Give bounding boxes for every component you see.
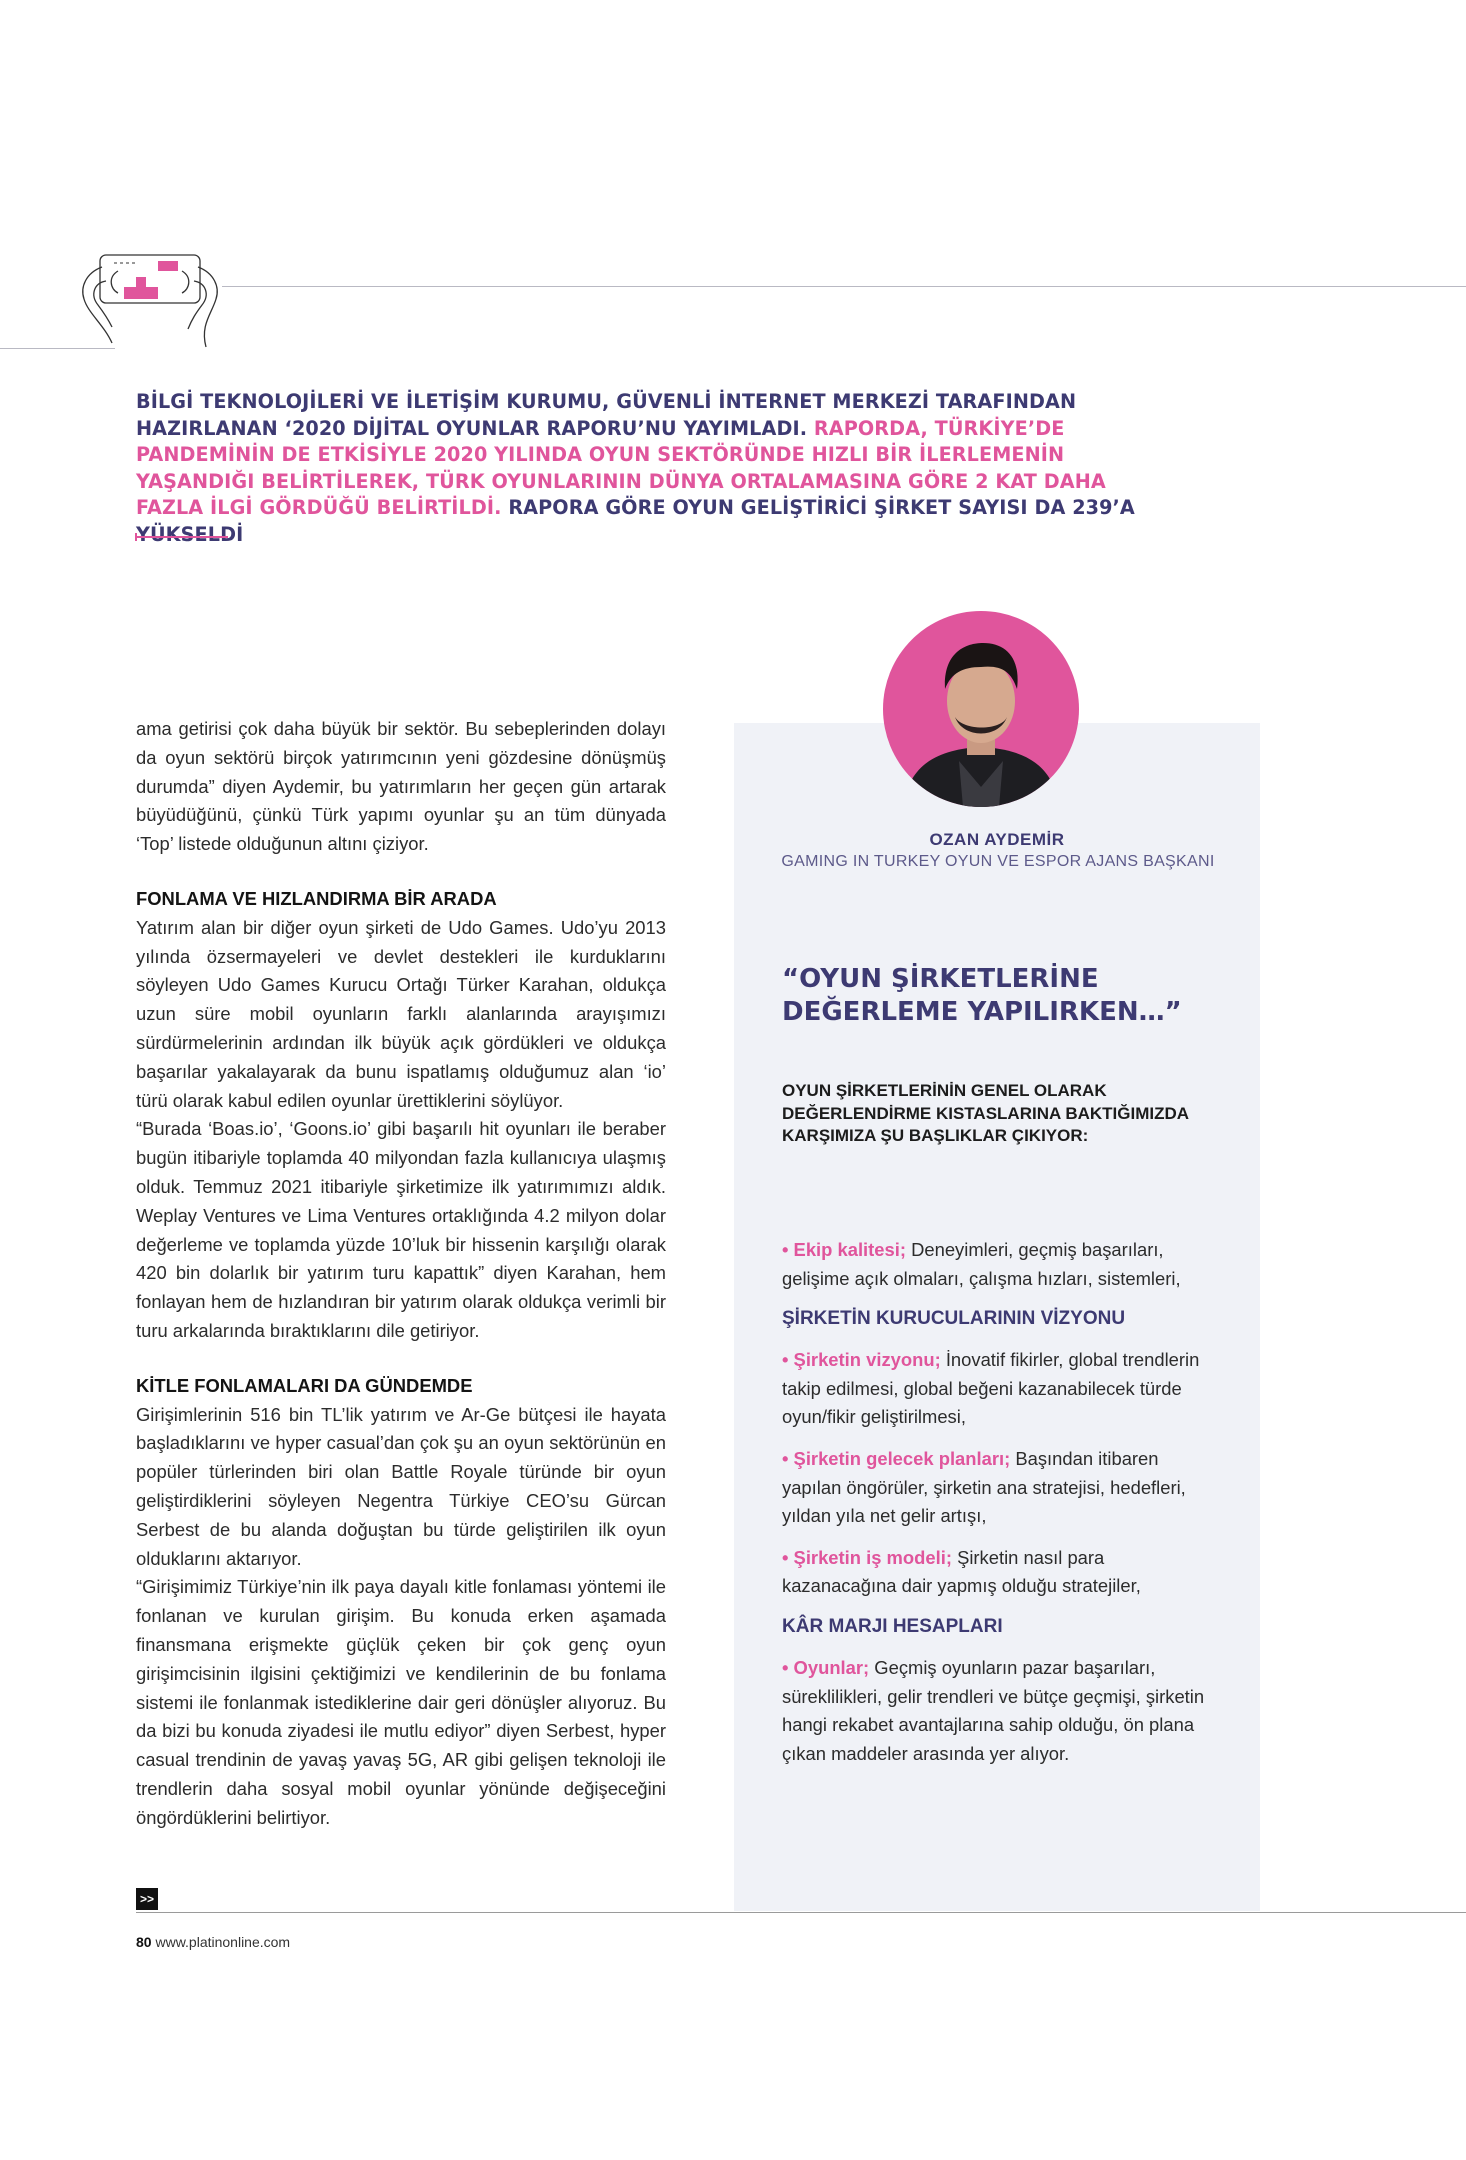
lead-pink-text: RAPORDA, TÜRKİYE’DE PANDEMİNİN DE ETKİSİYLE 2020 YILINDA OYUN SEKTÖRÜNDE HIZLI BİR İLERLEMENİN YAŞANDIĞI BELİRTİLEREK, TÜRK OYUNLARININ DÜNYA ORTALAMASINA GÖRE 2 KAT DAHA FAZLA İLGİ GÖRDÜĞÜ BELİRTİLDİ. [136, 416, 1106, 519]
continue-arrow-icon: >> [136, 1888, 158, 1910]
person-title: GAMING IN TURKEY OYUN VE ESPOR AJANS BAŞKANI [781, 853, 1215, 870]
item-label: • Ekip kalitesi; [782, 1239, 906, 1260]
header-rule [222, 286, 1466, 287]
sidebar-subheading: ŞİRKETİN KURUCULARININ VİZYONU [782, 1308, 1126, 1330]
item-text: Geçmiş oyunların pazar başarıları, süreklilikleri, gelir trendleri ve bütçe geçmişi, şirketin hangi rekabet avantajlarına sahip olduğu, ön plana çıkan maddeler arasında yer alıyor. [782, 1656, 1205, 1764]
lead-dark-text-2: RAPORA GÖRE OYUN GELİŞTİRİCİ ŞİRKET SAYISI DA 239’A YÜKSELDİ [136, 496, 1135, 546]
lead-underline [136, 536, 228, 538]
footer-rule [136, 1912, 1466, 1913]
person-name: OZAN AYDEMİR [929, 830, 1065, 849]
lead-dark-text: BİLGİ TEKNOLOJİLERİ VE İLETİŞİM KURUMU, GÜVENLİ İNTERNET MERKEZİ TARAFINDAN HAZIRLANAN ‘2020 DİJİTAL OYUNLAR RAPORU’NU YAYIMLADI. [136, 390, 1077, 440]
list-item [782, 1445, 1212, 1531]
page-number: 80 [136, 1934, 152, 1950]
portrait-photo [883, 611, 1079, 807]
criteria-list [782, 1236, 1212, 1781]
section-heading: FONLAMA VE HIZLANDIRMA BİR ARADA [136, 887, 497, 909]
pull-quote: “OYUN ŞİRKETLERİNE DEĞERLEME YAPILIRKEN…” [782, 964, 1182, 1027]
list-item [782, 1654, 1212, 1768]
sidebar-subheading: KÂR MARJI HESAPLARI [782, 1615, 1003, 1637]
sidebar-intro: OYUN ŞİRKETLERİNİN GENEL OLARAK DEĞERLENDİRME KISTASLARINA BAKTIĞIMIZDA KARŞIMIZA ŞU BAŞLIKLAR ÇIKIYOR: [782, 1081, 1189, 1146]
paragraph: Yatırım alan bir diğer oyun şirketi de Udo Games. Udo’yu 2013 yılında özsermayeleri ve devlet destekleri ile kurduklarını söyleyen Udo Games Kurucu Ortağı Türker Karahan, oldukça uzun süre mobil oyunların farklı alanlarında arayışımızı sürdürmelerinin ardından ilk büyük açık gördükleri ve oldukça başarılar yakalayarak da bunu ispatlamış olduğumuz alan ‘io’ türü olarak kabul edilen oyunlar ürettiklerini söylüyor. [136, 916, 666, 1111]
paragraph: ama getirisi çok daha büyük bir sektör. Bu sebeplerinden dolayı da oyun sektörü birçok yatırımcının yeni gözdesine dönüşmüş durumda” diyen Aydemir, bu yatırımların her geçen gün artarak büyüdüğünü, çünkü Türk yapımı oyunlar şu an tüm dünyada ‘Top’ listede olduğunun altını çiziyor. [136, 718, 666, 855]
item-label: • Şirketin gelecek planları; [782, 1447, 1011, 1469]
article-body [136, 715, 666, 1832]
item-label: • Şirketin vizyonu; [782, 1349, 941, 1371]
list-item [782, 1346, 1212, 1432]
item-text: Başından itibaren yapılan öngörüler, şirketin ana stratejisi, hedefleri, yıldan yıla net gelir artışı, [782, 1447, 1186, 1527]
item-text: İnovatif fikirler, global trendlerin takip edilmesi, global beğeni kazanabilecek türde oyun/fikir geliştirilmesi, [782, 1349, 1200, 1428]
list-item [782, 1544, 1212, 1601]
item-label: • Oyunlar; [782, 1656, 870, 1678]
article-lead [136, 389, 1176, 548]
paragraph: Girişimlerinin 516 bin TL’lik yatırım ve Ar-Ge bütçesi ile hayata başladıklarını ve hyper casual’dan çok şu an oyun sektörünün en popüler türlerinden biri olan Battle Royale türünde bir oyun geliştirdiklerini söyleyen Negentra Türkiye CEO’su Gürcan Serbest de bu alanda doğuştan bu türde geliştirilen ilk oyun olduklarını aktarıyor. [136, 1403, 666, 1569]
item-label: • Şirketin iş modeli; [782, 1546, 952, 1568]
page-footer [136, 1934, 290, 1950]
website-link[interactable]: www.platinonline.com [151, 1934, 291, 1950]
item-text: Şirketin nasıl para kazanacağına dair yapmış olduğu stratejiler, [782, 1546, 1141, 1597]
list-item [782, 1236, 1212, 1293]
paragraph: “Burada ‘Boas.io’, ‘Goons.io’ gibi başarılı hit oyunları ile beraber bugün itibariyle toplamda 40 milyondan fazla kullanıcıya ulaşmış olduk. Temmuz 2021 itibariyle şirketimize ilk yatırımımızı aldık. Weplay Ventures ve Lima Ventures ortaklığında 4.2 milyon dolar değerleme ve toplamda yüzde 10’luk bir hissenin karşılığı olarak 420 bin dolarlık bir yatırım turu kapattık” diyen Karahan, hem fonlayan hem de hızlandıran bir yatırım olarak oldukça verimli bir turu arkalarında bıraktıklarını dile getiriyor. [136, 1118, 666, 1341]
paragraph: “Girişimimiz Türkiye’nin ilk paya dayalı kitle fonlaması yöntemi ile fonlanan ve kurulan girişim. Bu konuda erken aşamada finansmana erişmekte güçlük çeken bir çok genç oyun girişimcisinin ilgisini çektiğimizi ve kendilerinin de bu fonlama sistemi ile fonlanmak istediklerine dair geri dönüşler alıyoruz. Bu da bizi bu konuda ziyadesi ile mutlu ediyor” diyen Serbest, hyper casual trendinin de yavaş yavaş 5G, AR gibi gelişen teknoloji ile trendlerin daha sosyal mobil oyunlar yönünde değişeceğini öngördüklerini belirtiyor. [136, 1576, 666, 1828]
item-text: Deneyimleri, geçmiş başarıları, gelişime açık olmaları, çalışma hızları, sistemleri, [782, 1239, 1181, 1289]
gamepad-hands-icon [78, 247, 228, 357]
section-heading: KİTLE FONLAMALARI DA GÜNDEMDE [136, 1374, 473, 1396]
